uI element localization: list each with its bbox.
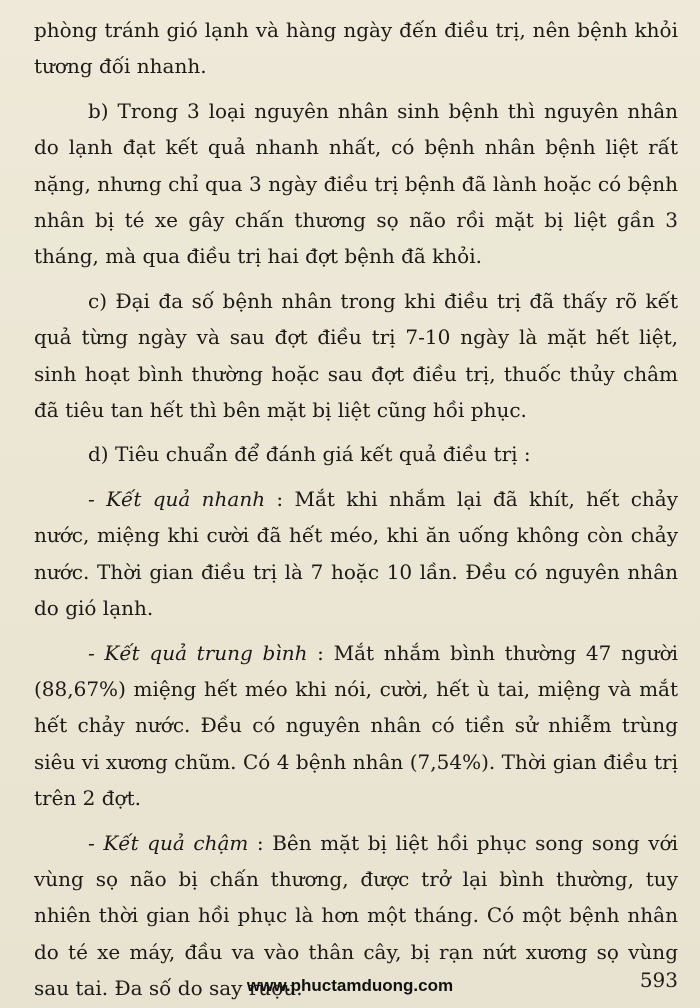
website-url[interactable]: www.phuctamduong.com xyxy=(246,976,454,995)
paragraph-medium-result xyxy=(34,635,678,817)
fast-result-text: : Mắt khi nhắm lại đã khít, hết chảy nước, miệng khi cười đã hết méo, khi ăn uống không còn chảy nước. Thời gian điều trị là 7 hoặc 10 lần. Đều có nguyên nhân do gió lạnh. xyxy=(34,486,678,621)
medium-result-label: - Kết quả trung bình xyxy=(88,640,308,665)
fast-result-label: - Kết quả nhanh xyxy=(88,486,266,511)
page-number: 593 xyxy=(639,968,678,992)
paragraph-continued: phòng tránh gió lạnh và hàng ngày đến điều trị, nên bệnh khỏi tương đối nhanh. xyxy=(34,18,678,79)
paragraph-d: d) Tiêu chuẩn để đánh giá kết quả điều trị : xyxy=(88,442,531,467)
slow-result-text: : Bên mặt bị liệt hồi phục song song với vùng sọ não bị chấn thương, được trở lại bình thường, tuy nhiên thời gian hồi phục là hơn một tháng. Có một bệnh nhân do té xe máy, đầu va vào thân cây, bị rạn nứt xương sọ vùng sau tai. Đa số do say rượu. xyxy=(34,830,678,1001)
paragraph-fast-result xyxy=(34,481,678,627)
slow-result-label: - Kết quả chậm xyxy=(88,830,249,855)
medium-result-text: : Mắt nhắm bình thường 47 người (88,67%) miệng hết méo khi nói, cười, hết ù tai, miệng và mắt hết chảy nước. Đều có nguyên nhân có tiền sử nhiễm trùng siêu vi xương chũm. Có 4 bệnh nhân (7,54%). Thời gian điều trị trên 2 đợt. xyxy=(34,640,679,811)
paragraph-c: c) Đại đa số bệnh nhân trong khi điều trị đã thấy rõ kết quả từng ngày và sau đợt điều trị 7-10 ngày là mặt hết liệt, sinh hoạt bình thường hoặc sau đợt điều trị, thuốc thủy châm đã tiêu tan hết thì bên mặt bị liệt cũng hồi phục. xyxy=(34,288,678,423)
paragraph-b: b) Trong 3 loại nguyên nhân sinh bệnh thì nguyên nhân do lạnh đạt kết quả nhanh nhất, có bệnh nhân bệnh liệt rất nặng, nhưng chỉ qua 3 ngày điều trị bệnh đã lành hoặc có bệnh nhân bị té xe gây chấn thương sọ não rồi mặt bị liệt gần 3 tháng, mà qua điều trị hai đợt bệnh đã khỏi. xyxy=(34,98,678,269)
body-text xyxy=(34,12,678,1007)
